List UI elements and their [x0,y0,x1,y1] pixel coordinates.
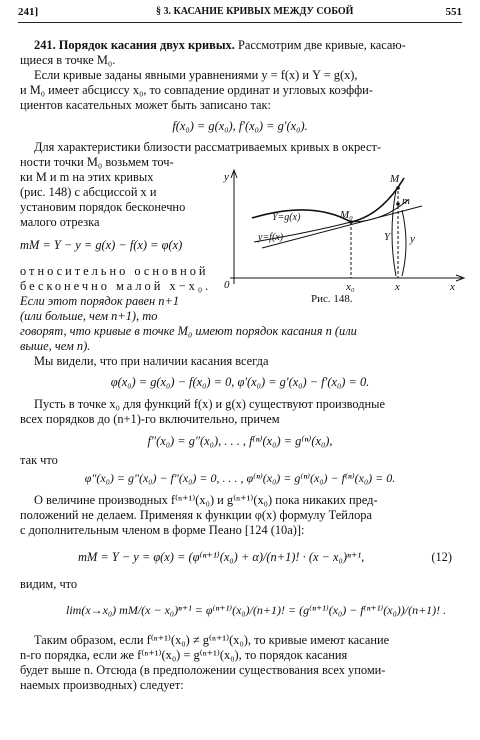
equation: φ″(x₀) = g″(x₀) − f″(x₀) = 0, . . . , φ⁽ⁿ⁾(x₀) = g⁽ⁿ⁾(x₀) − f⁽ⁿ⁾(x₀) = 0. [84,471,396,485]
paragraph-line: так что [20,453,58,467]
paragraph-line: Пусть в точке x₀ для функций f(x) и g(x) существуют производные [34,397,385,411]
running-header [18,6,462,20]
paragraph-line: бесконечно малой x−x₀. [20,279,212,293]
paragraph-line: всех порядков до (n+1)-го включительно, причем [20,412,280,426]
paragraph-line: Если кривые заданы явными уравнениями y = f(x) и Y = g(x), [34,68,358,82]
paragraph-line: будет выше n. Отсюда (в предположении существования всех упоми- [20,663,386,677]
label-origin: 0 [224,279,230,291]
paragraph-line: малого отрезка [20,215,100,229]
header-rule [18,22,462,23]
brace-Y [392,190,396,276]
label-x: x [395,281,400,292]
equation: φ(x₀) = g(x₀) − f(x₀) = 0, φ′(x₀) = g′(x₀) − f′(x₀) = 0. [110,375,370,389]
section-heading: 241. Порядок касания двух кривых. [34,38,235,52]
paragraph-line: Мы видели, что при наличии касания всегда [34,354,269,368]
paragraph-line: относительно основной [20,264,209,278]
label-Y: Y [384,231,391,243]
equation: lim(x→x₀) mM/(x − x₀)ⁿ⁺¹ = φ⁽ⁿ⁺¹⁾(x₀)/(n+1)! = (g⁽ⁿ⁺¹⁾(x₀) − f⁽ⁿ⁺¹⁾(x₀))/(n+1)! . [66,603,447,617]
paragraph-line: наемых производных) следует: [20,678,184,692]
paragraph-line: щиеся в точке M₀. [20,53,116,67]
header-chapter-title: § 3. КАСАНИЕ КРИВЫХ МЕЖДУ СОБОЙ [156,6,354,17]
equation: f″(x₀) = g″(x₀), . . . , f⁽ⁿ⁾(x₀) = g⁽ⁿ⁾(x₀), [147,434,333,448]
paragraph-line: с дополнительным членом в форме Пеано [124 (10а)]: [20,523,305,537]
label-M: M [390,173,400,185]
equation: mM = Y − y = g(x) − f(x) = φ(x) [20,238,183,252]
equation: f(x₀) = g(x₀), f′(x₀) = g′(x₀). [172,119,308,133]
point-m [396,202,400,206]
label-m: m [402,195,410,207]
paragraph-line: ности точки M₀ возьмем точ- [20,155,174,169]
label-M0: M₀ [340,209,353,221]
paragraph-line: Для характеристики близости рассматриваемых кривых в окрест- [34,140,382,154]
paragraph-line: О величине производных f⁽ⁿ⁺¹⁾(x₀) и g⁽ⁿ⁺¹⁾(x₀) пока никаких пред- [34,493,378,507]
header-page-number: 551 [445,6,462,18]
label-y-small: y [410,233,415,245]
paragraph-line: ки M и m на этих кривых [20,170,154,184]
figure-148 [222,160,468,292]
equation: mM = Y − y = φ(x) = (φ⁽ⁿ⁺¹⁾(x₀) + α)/(n+1)! · (x − x₀)ⁿ⁺¹, [78,550,365,564]
point-M [396,186,400,190]
label-y-axis: y [224,171,229,183]
text-span: Рассмотрим две кривые, касаю- [237,38,406,52]
label-curve-g: Y=g(x) [272,212,301,223]
paragraph-line: циентов касательных может быть записано так: [20,98,271,112]
paragraph-line: Если этот порядок равен n+1 [20,294,180,308]
paragraph-line: выше, чем n). [20,339,91,353]
label-curve-f: y=f(x) [258,232,284,243]
paragraph-line: установим порядок бесконечно [20,200,186,214]
paragraph-line: (или больше, чем n+1), то [20,309,158,323]
header-section-number: 241] [18,6,39,18]
paragraph-line: и M₀ имеет абсциссу x₀, то совпадение ординат и угловых коэффи- [20,83,373,97]
equation-number: (12) [431,550,452,564]
paragraph-line: (рис. 148) с абсциссой x и [20,185,157,199]
label-x0: x₀ [346,281,355,292]
figure-caption: Рис. 148. [311,293,353,305]
paragraph-line: n-го порядка, если же f⁽ⁿ⁺¹⁾(x₀) = g⁽ⁿ⁺¹⁾(x₀), то порядок касания [20,648,348,662]
paragraph-line: говорят, что кривые в точке M₀ имеют порядок касания n (или [20,324,357,338]
paragraph-line: положений не делаем. Применяя к функции φ(x) формулу Тейлора [20,508,372,522]
paragraph-line: Таким образом, если f⁽ⁿ⁺¹⁾(x₀) ≠ g⁽ⁿ⁺¹⁾(x₀), то кривые имеют касание [34,633,390,647]
brace-y [402,210,406,276]
paragraph-line: видим, что [20,577,78,591]
label-x-axis: x [450,281,455,292]
paragraph-line [34,38,406,53]
